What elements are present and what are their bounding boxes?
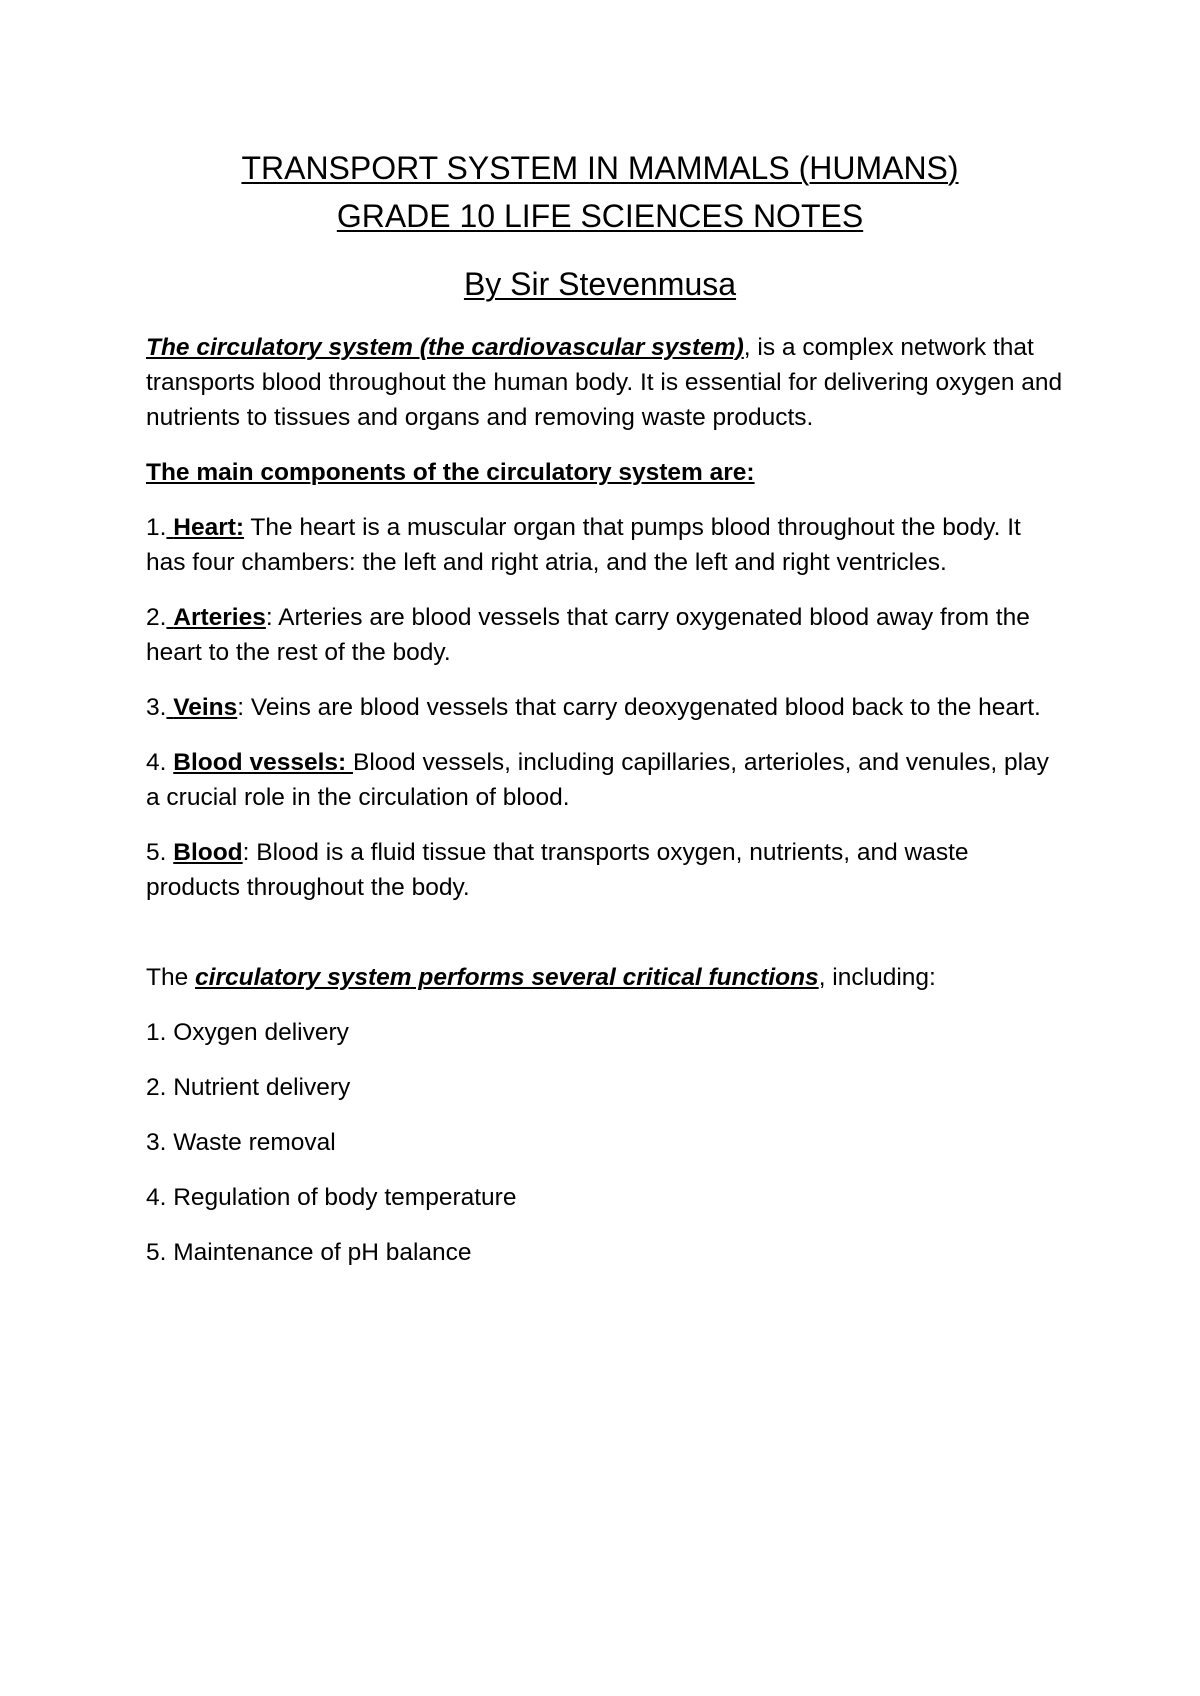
components-heading: The main components of the circulatory system are: [146,459,755,486]
author-line: By Sir Stevenmusa [463,266,737,302]
component-number: 1. [146,514,167,541]
component-term: Blood vessels: [173,749,353,776]
document-body [146,330,1066,1290]
component-number: 3. [146,694,167,721]
title-line-1: TRANSPORT SYSTEM IN MAMMALS (HUMANS) [241,150,959,186]
function-item: 4. Regulation of body temperature [146,1184,517,1211]
component-item [146,835,1066,905]
component-number: 2. [146,604,167,631]
intro-term: The circulatory system (the cardiovascular system) [146,334,744,361]
component-term: Heart: [173,514,245,541]
component-term: Blood [173,839,243,866]
component-number: 4. [146,749,174,776]
component-term: Arteries [173,604,266,631]
functions-intro-post: , including: [818,964,936,991]
function-item: 3. Waste removal [146,1129,336,1156]
component-text: Blood vessels, including capillaries, arterioles, and venules, play a crucial role in the circulation of blood. [146,749,1049,811]
component-item [146,690,1066,725]
component-text: : Blood is a fluid tissue that transports oxygen, nutrients, and waste products throughout the body. [146,839,969,901]
intro-text: , is a complex network that transports blood throughout the human body. It is essential for delivering oxygen and nutrients to tissues and organs and removing waste products. [146,334,1063,431]
component-text: : Arteries are blood vessels that carry oxygenated blood away from the heart to the rest of the body. [146,604,1030,666]
function-item: 1. Oxygen delivery [146,1019,349,1046]
function-item: 5. Maintenance of pH balance [146,1239,472,1266]
component-item [146,510,1066,580]
function-item: 2. Nutrient delivery [146,1074,351,1101]
component-text: The heart is a muscular organ that pumps blood throughout the body. It has four chambers: the left and right atria, and the left and right ventricles. [146,514,1021,576]
component-term: Veins [173,694,238,721]
component-number: 5. [146,839,174,866]
functions-intro-paragraph [146,960,1066,995]
functions-intro-pre: The [146,964,196,991]
functions-intro-term: circulatory system performs several critical functions [195,964,819,991]
component-item [146,745,1066,815]
title-line-2: GRADE 10 LIFE SCIENCES NOTES [336,198,864,234]
component-item [146,600,1066,670]
blank-line [146,925,1066,960]
components-heading-paragraph [146,455,1066,490]
intro-paragraph [146,330,1066,435]
component-text: : Veins are blood vessels that carry deoxygenated blood back to the heart. [237,694,1041,721]
